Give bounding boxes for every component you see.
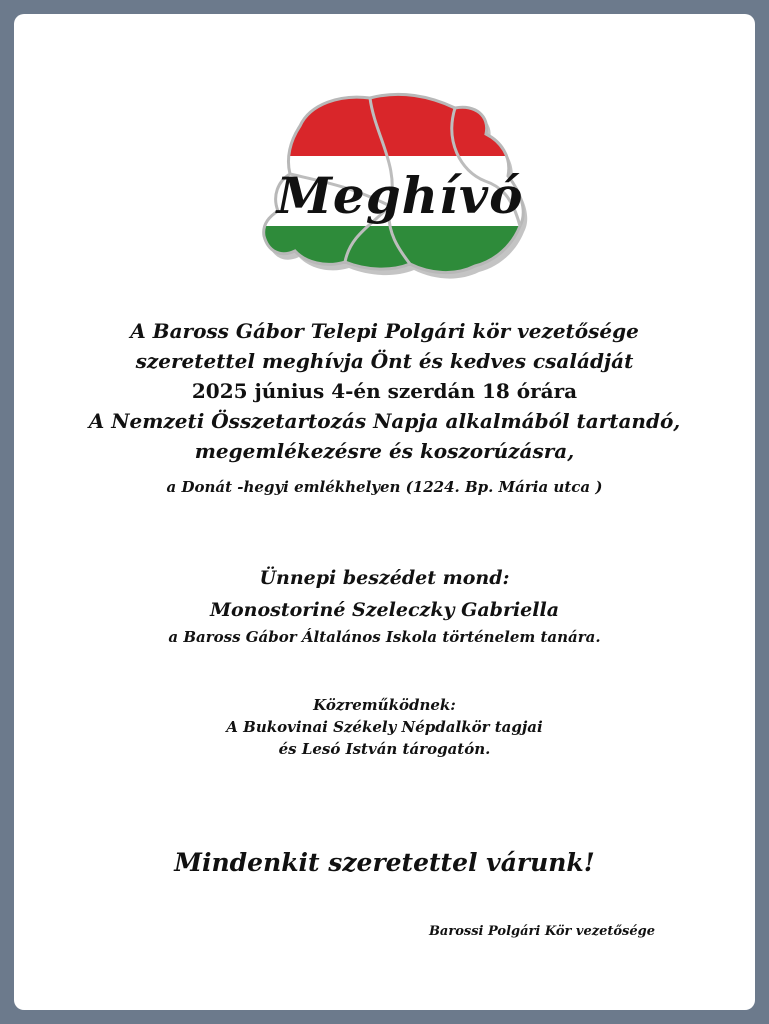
intro-line-4: A Nemzeti Összetartozás Napja alkalmából tartandó, [88,409,681,433]
invitation-card [14,14,755,1010]
speaker-title: a Baross Gábor Általános Iskola történelem tanára. [168,628,601,646]
intro-line-5: megemlékezésre és koszorúzásra, [194,439,575,463]
speaker-name: Monostoriné Szeleczky Gabriella [209,599,560,621]
speaker-heading: Ünnepi beszédet mond: [259,567,510,589]
signature: Barossi Polgári Kör vezetősége [428,924,655,939]
performers-section [14,694,755,760]
invitation-intro [14,316,755,466]
performers-line-2: és Lesó István tárogatón. [278,740,491,758]
intro-line-2: szeretettel meghívja Önt és kedves családját [135,349,634,373]
logo-title: Meghívó [276,166,524,225]
intro-date: 2025 június 4-én szerdán 18 órára [191,379,578,403]
welcome-message: Mindenkit szeretettel várunk! [174,848,595,877]
hungary-map-logo [250,86,550,296]
performers-line-1: A Bukovinai Székely Népdalkör tagjai [226,718,543,736]
event-location: a Donát -hegyi emlékhelyen (1224. Bp. Mária utca ) [166,478,603,496]
speaker-section [14,562,755,648]
intro-line-1: A Baross Gábor Telepi Polgári kör vezetősége [130,319,639,343]
performers-heading: Közreműködnek: [313,696,456,714]
